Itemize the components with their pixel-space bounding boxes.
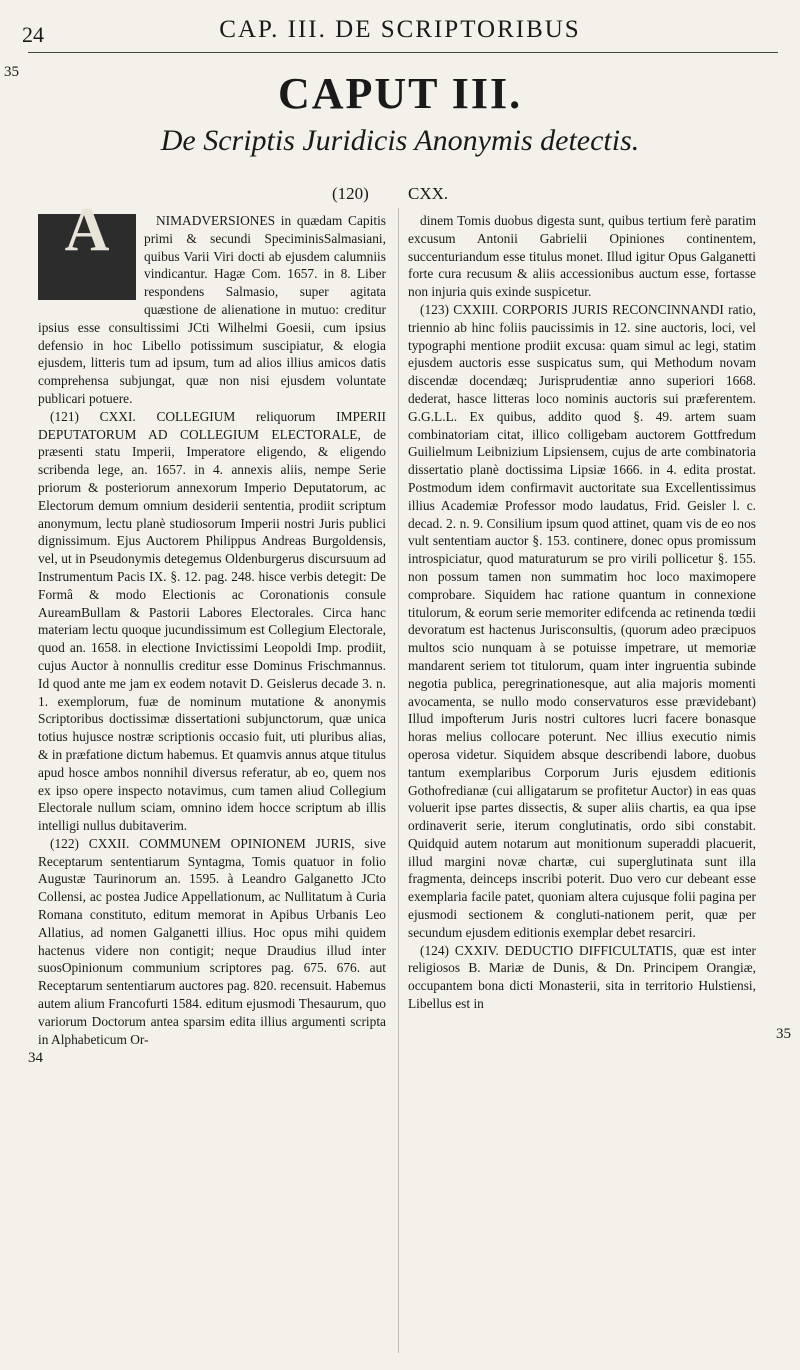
column-marker-left: (120): [332, 184, 369, 203]
paragraph: (124) CXXIV. DEDUCTIO DIFFICULTATIS, quæ est inter religiosos B. Mariæ de Dunis, & Dn. Principem Orangiæ, occupantem bona dicti Monasterii, sita in territorio Hulstiensi, Libellus est in: [408, 942, 756, 1012]
paragraph: (123) CXXIII. CORPORIS JURIS RECONCINNANDI ratio, triennio ab hinc foliis paucissimis in 12. sine auctoris, loci, vel typographi mentione prodiit excusa: quam simul ac legi, statim ejusdem auctoris esse suspicatus sum, qui Methodum novam discendæ docendæq; Jurisprudentiæ anno superiori 1668. dederat, hasce litteras loco nominis auctoris sui præferentem. G.G.L.L. Ex quibus, addito quod §. 49. artem suam combinatoriam citat, illico colligebam auctorem Gottfredum Guilielmum Leibnizium Lipsiensem, cujus de arte combinatoria dissertatio planè doctissima Lipsiæ 1666. in 4. edita prostat. Postmodum idem confirmavit auctoritate sua Excellentissimus illius Academiæ Professor modo laudatus, Frid. Geisler l. c. decad. 2. n. 9. Consilium ipsum quod attinet, quam vis de eo nos vult sententiam auctor §. 153. continere, donec opus promissum introspiciatur, quod maturaturum se pro virili pollicetur §. 155. non possum tamen non summatim hoc loco maximopere comprobare. Siquidem hac ratione quantum in connexione titulorum, & eorum serie memoriter edifcenda ac retinenda tœdii devoratum est hactenus Jurisconsultis, (quorum adeo præcipuos multos scio nunquam à se potuisse impetrare, ut memoriæ mandarent seriem tot titulorum, quam inter ingruentia subinde negotia publica, peregrinationesque, aut alia majoris momenti avocamenta, se nullo modo conservaturos esse prævidebant) Illud impofterum Juris nostri cultores lucri facere bonasque horas melius collocare poterunt. Nec illius executio nimis operosa videtur. Siquidem absque describendi labore, duobus tantum exemplaribus Corporum Juris ejusdem editionis Gothofredianæ (cui alligatarum se profitetur Auctor) in eas quas voluerit ipse partes dissectis, & super aliis chartis, ea qua ipse ordinaverit serie, iterum conglutinatis, ordo sibi constabit. Quidquid autem notarum aut monitionum superaddi placuerit, illud margini novæ chartæ, cui superglutinata sunt illa fragmenta, deinceps inscribi poterit. Duo vero cur debeant esse exemplaria facile patet, quoniam altera cujusque folii pagina per ejusmodi sectionem & congluti-nationem perit, quæ per secundum ejusdem editionis exemplar debet resarciri.: [408, 301, 756, 940]
right-column: [408, 212, 756, 1013]
chapter-title: CAPUT III.: [277, 69, 523, 118]
chapter-subtitle: De Scriptis Juridicis Anonymis detectis.: [160, 124, 640, 157]
column-divider: [398, 208, 399, 1353]
column-marker-right: CXX.: [408, 184, 449, 203]
paragraph: dinem Tomis duobus digesta sunt, quibus tertium ferè paratim excusum Antonii Gabrielii Opiniones continentem, succenturiandum esse titulus monet. Illud igitur Opus Galganetti forte cura recusum & aliis accessionibus auctum esse, fortasse non injuria quis exinde suspicetur.: [408, 213, 756, 300]
page-number: 24: [22, 22, 44, 47]
left-column: [38, 196, 386, 1048]
header-rule: [28, 52, 778, 53]
running-header: [0, 6, 800, 46]
running-title: CAP. III. DE SCRIPTORIBUS: [219, 16, 581, 43]
left-margin-number: 35: [4, 64, 19, 80]
paragraph: (121) CXXI. COLLEGIUM reliquorum IMPERII DEPUTATORUM AD COLLEGIUM ELECTORALE, de præsenti statu Imperii, Imperatore eligendo, & eligendo scribenda lege, an. 1657. in 4. annexis aliis, nempe Serie priorum & posteriorum annexorum Imperio Deputatorum, ac Electorum demum omnium desiderii sententia, prodiit scriptum anonymum, lectu planè studiosorum Imperii nostri Juris publici dignissimum. Ejus Auctorem Philippus Andreas Burgoldensis, vel, ut in Pseudonymis detegemus Oldenburgerus discursuum ad Instrumentum Pacis IX. §. 12. pag. 248. hisce verbis detegit: De Formâ & modo Electionis ac Coronationis consule AureamBullam & Pastorii Labores Electorales. Circa hanc materiam lectu quoque jucundissimum est Collegium Electorale, quod an. 1658. in electione Invictissimi Leopoldi Imp. prodiit, cujus Auctor à nonnullis creditur esse Dominus Frischmannus. Id quod ante me jam ex eodem notavit D. Geislerus decade 3. n. 1. exemplorum, fuæ de nominum mutatione & anonymis Scriptoribus doctissimæ dissertationi subjunctorum, quæ unica totius hujusce nostræ scriptionis occasio fuit, uti pluribus alias, & in præfatione dictum habemus. Et quamvis annus atque titulus apud hosce ambos nonnihil diversus referatur, ab eo, quem nos ex ipso opere inspecto notavimus, cum tamen aliud Collegium Electorale nullum sciam, omnino idem hocce scriptum ab illis intelligi nullus dubitaverim.: [38, 408, 386, 834]
right-margin-number: 35: [776, 1026, 791, 1042]
paragraph: (122) CXXII. COMMUNEM OPINIONEM JURIS, sive Receptarum sententiarum Syntagma, Tomis quatuor in folio Augustæ Taurinorum an. 1595. à Leandro Galganetto JCto Collensi, ac postea Judice Appellationum, ac Nullitatum à Curia Romana constituto, editum memorat in Apibus Urbanis Leo Allatius, ad nomen Galganetti illius. Hoc opus mihi quidem hactenus videre non contigit; neque Draudius illud inter suosOpinionum communium scriptores pag. 675. 676. aut Receptarum sententiarum auctores pag. 820. recensuit. Habemus autem alium Francofurti 1584. editum ejusmodi Thesaurum, quo variorum Doctorum antea sparsim edita illius argumenti scripta in Alphabeticum Or-: [38, 835, 386, 1047]
decorated-initial: [38, 196, 136, 300]
paragraph: NIMADVERSIONES in quædam Capitis primi & secundi SpeciminisSalmasiani, quibus Varii Viri docti ab ejusdem calumniis vindicantur. Hagæ Com. 1657. in 8. Liber respondens Salmasio, super agitata quæstione de alienatione in mutuo: creditur ipsius esse consultissimi JCti Wilhelmi Goesii, cum ipsius defensio in hoc Libello potissimum suscipiatur, & elogia ejusdem, litteris tum ad ipsum, tum ad alios illius amicos datis comprehensa subjungat, quæ non nisi ejusdem voluntate publicari potuere.: [38, 213, 386, 406]
initial-letter: A: [64, 196, 110, 264]
inner-margin-number: 34: [28, 1050, 43, 1066]
